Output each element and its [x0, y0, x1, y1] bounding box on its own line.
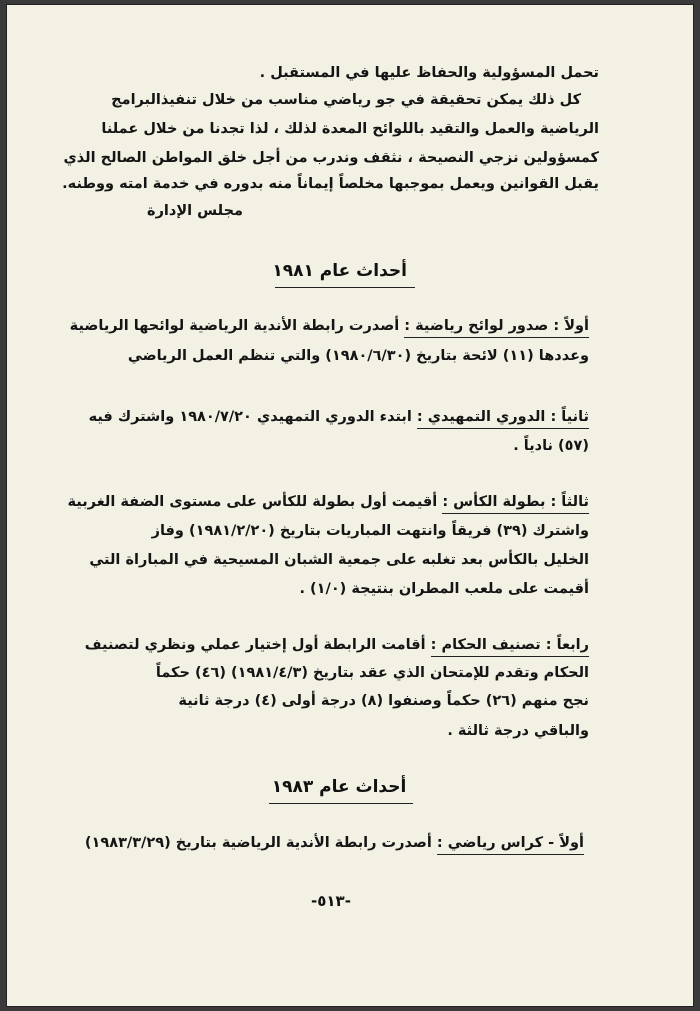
intro-line-5: يقبل القوانين ويعمل بموجبها مخلصاً إيماناً منه بدوره في خدمة امته ووطنه. — [62, 176, 599, 192]
item-1983-1-label: أولاً - كراس رياضي : — [437, 835, 584, 855]
item-1981-3-line-1 — [68, 494, 589, 510]
item-1981-1-label: أولاً : صدور لوائح رياضية : — [404, 318, 589, 338]
item-1981-3-line-4: أقيمت على ملعب المطران بنتيجة (١/٠) . — [299, 581, 589, 597]
item-1981-4-line-2: الحكام وتقدم للإمتحان الذي عقد بتاريخ (١٩٨١/٤/٣) (٤٦) حكماً — [155, 665, 589, 681]
item-1981-1-line-2: وعددها (١١) لائحة بتاريخ (١٩٨٠/٦/٣٠) والتي تنظم العمل الرياضي — [127, 348, 589, 364]
item-1981-1-text-1: أصدرت رابطة الأندية الرياضية لوائحها الرياضية — [69, 318, 405, 334]
item-1981-4-line-1 — [85, 637, 589, 653]
item-1981-2-text-1: ابتدء الدوري التمهيدي ١٩٨٠/٧/٢٠ واشترك فيه — [88, 409, 417, 425]
item-1981-3-line-3: الخليل بالكأس بعد تغلبه على جمعية الشبان المسيحية في المباراة التي — [89, 552, 589, 568]
item-1981-4-label: رابعاً : تصنيف الحكام : — [431, 637, 589, 657]
item-1981-4-line-3: نجح منهم (٢٦) حكماً وصنفوا (٨) درجة أولى (٤) درجة ثانية — [178, 693, 589, 709]
item-1983-1-text-1: أصدرت رابطة الأندية الرياضية بتاريخ (١٩٨٣/٣/٢٩) — [84, 835, 437, 851]
section-1981-title: أحداث عام ١٩٨١ — [272, 261, 407, 281]
item-1981-1-line-1 — [70, 318, 589, 334]
item-1981-2-line-1 — [89, 409, 589, 425]
item-1983-1-line-1 — [85, 835, 584, 851]
item-1981-2-line-2: (٥٧) نادياً . — [513, 438, 589, 454]
page-number: -٥١٣- — [311, 892, 351, 910]
item-1981-3-line-2: واشترك (٣٩) فريقاً وانتهت المباريات بتاريخ (١٩٨١/٢/٢٠) وفاز — [151, 523, 589, 539]
item-1981-2-label: ثانياً : الدوري التمهيدي : — [417, 409, 589, 429]
signature: مجلس الإدارة — [147, 203, 243, 219]
intro-line-1: تحمل المسؤولية والحفاظ عليها في المستقبل . — [259, 65, 599, 81]
item-1981-4-text-1: أقامت الرابطة أول إختيار عملي ونظري لتصنيف — [84, 637, 431, 653]
section-1981-title-underline — [275, 287, 415, 288]
intro-line-3: الرياضية والعمل والتقيد باللوائح المعدة لذلك ، لذا تجدنا من خلال عملنا — [101, 121, 599, 137]
section-1983-title-underline — [269, 803, 413, 804]
document-page — [6, 4, 694, 1007]
item-1981-4-line-4: والباقي درجة ثالثة . — [447, 723, 589, 739]
item-1981-3-text-1: أقيمت أول بطولة للكأس على مستوى الضفة الغربية — [67, 494, 443, 510]
section-1983-title: أحداث عام ١٩٨٣ — [271, 777, 407, 797]
intro-line-2: كل ذلك يمكن تحقيقة في جو رياضي مناسب من خلال تنفيذالبرامج — [111, 92, 581, 108]
item-1981-3-label: ثالثاً : بطولة الكأس : — [442, 494, 589, 514]
intro-line-4: كمسؤولين نزجي النصيحة ، نثقف وندرب من أجل خلق المواطن الصالح الذي — [63, 150, 599, 166]
